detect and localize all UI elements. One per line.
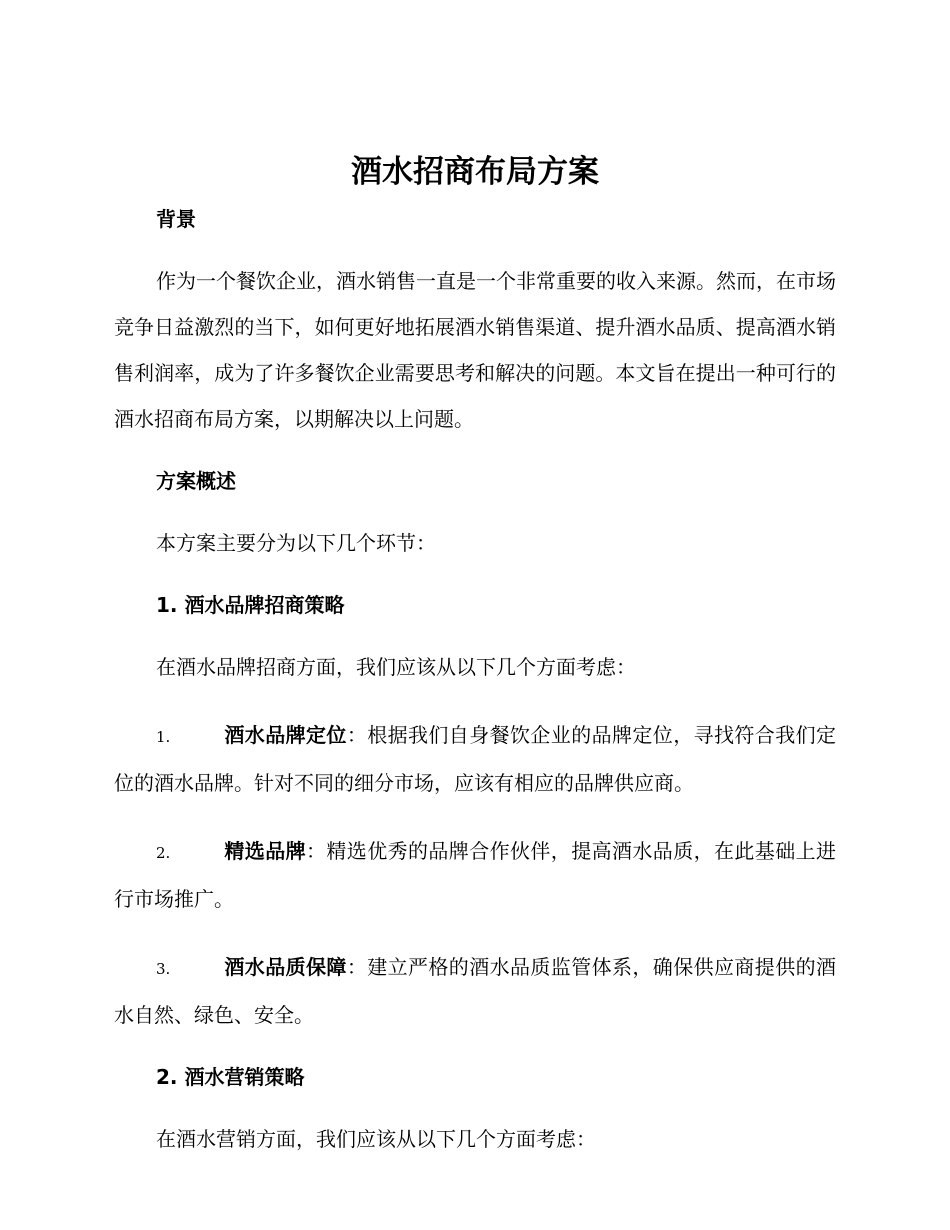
marketing-strategy-intro: 在酒水营销方面，我们应该从以下几个方面考虑：	[156, 1127, 596, 1151]
brand-strategy-intro: 在酒水品牌招商方面，我们应该从以下几个方面考虑：	[156, 655, 636, 679]
list-term: 酒水品牌定位	[224, 723, 347, 747]
section-heading-background: 背景	[156, 207, 196, 231]
section-heading-brand-strategy: 1. 酒水品牌招商策略	[156, 593, 345, 617]
section-heading-marketing-strategy: 2. 酒水营销策略	[156, 1065, 305, 1089]
background-paragraph: 作为一个餐饮企业，酒水销售一直是一个非常重要的收入来源。然而，在市场竞争日益激烈的当下，如何更好地拓展酒水销售渠道、提升酒水品质、提高酒水销售利润率，成为了许多餐饮企业需要思考和解决的问题。本文旨在提出一种可行的酒水招商布局方案，以期解决以上问题。	[114, 269, 836, 431]
list-item	[114, 944, 836, 1038]
list-text: ：建立严格的酒水品质监管体系，确保供应商提供的酒水自然、绿色、安全。	[114, 955, 837, 1027]
list-item	[114, 712, 836, 806]
list-number: 2.	[156, 844, 171, 862]
list-item	[114, 828, 836, 922]
list-text: ：根据我们自身餐饮企业的品牌定位，寻找符合我们定位的酒水品牌。针对不同的细分市场，应该有相应的品牌供应商。	[114, 723, 837, 795]
overview-paragraph: 本方案主要分为以下几个环节：	[156, 531, 436, 555]
list-term: 精选品牌	[224, 839, 306, 863]
list-number: 1.	[156, 728, 171, 746]
list-number: 3.	[156, 960, 171, 978]
section-heading-overview: 方案概述	[156, 469, 236, 493]
list-text: ：精选优秀的品牌合作伙伴，提高酒水品质，在此基础上进行市场推广。	[114, 839, 836, 911]
document-title: 酒水招商布局方案	[351, 154, 599, 190]
list-term: 酒水品质保障	[224, 955, 347, 979]
